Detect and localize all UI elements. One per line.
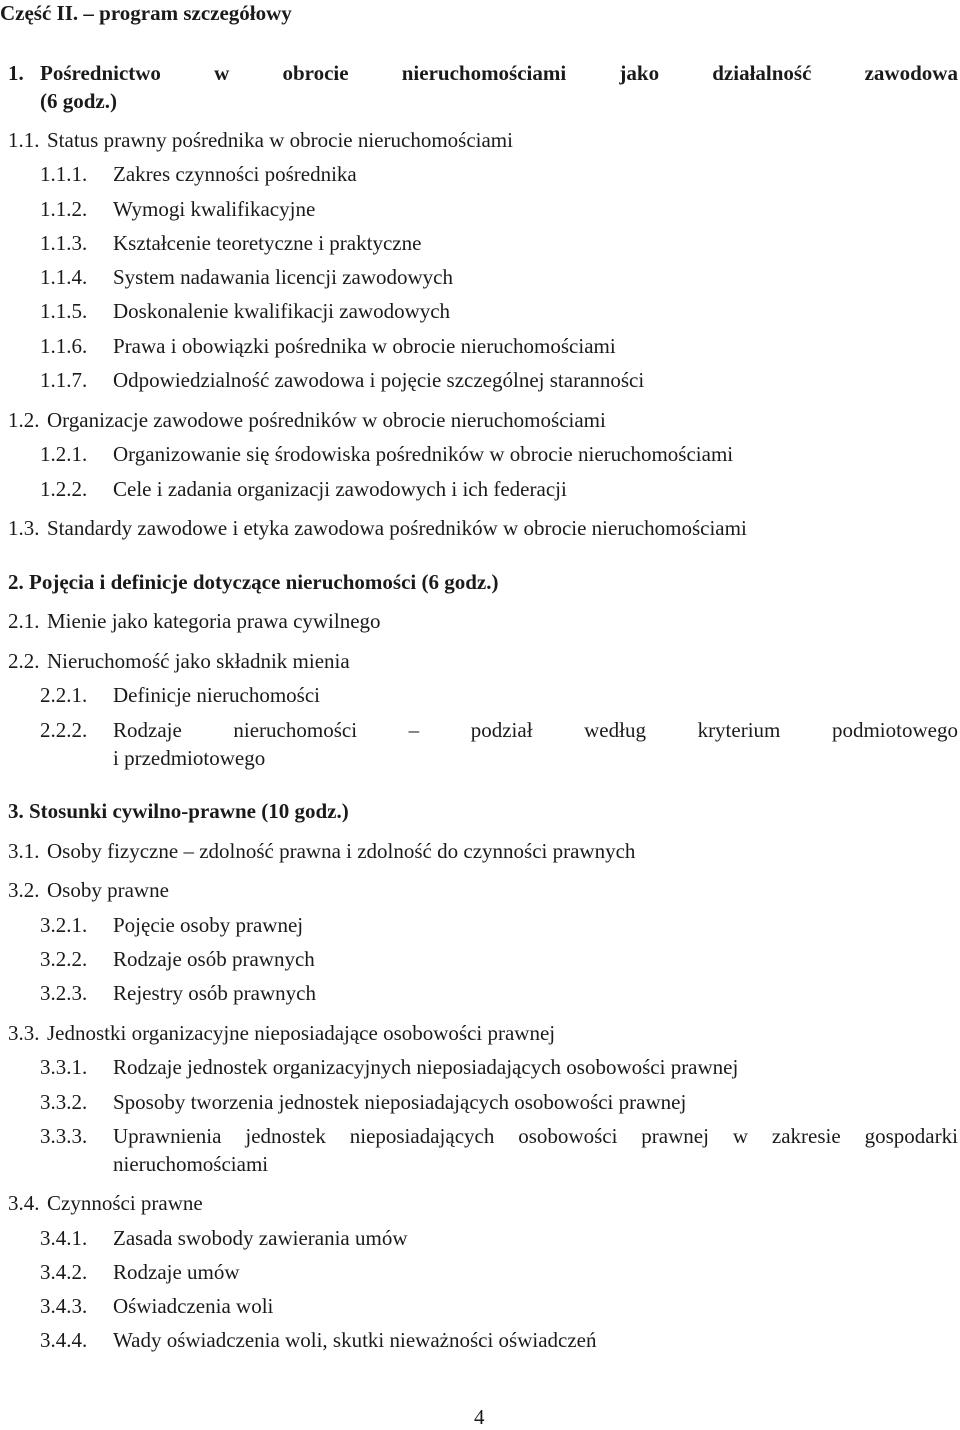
toc-item-text: Zasada swobody zawierania umów [113, 1226, 408, 1250]
toc-item-text: Zakres czynności pośrednika [113, 162, 357, 186]
toc-item-num: 1.1.6. [40, 334, 88, 358]
toc-item-text: Rodzaje umów [113, 1260, 240, 1284]
heading-word: działalność [712, 61, 812, 85]
text-word: nieposiadających [349, 1124, 495, 1148]
toc-item-text-justified [113, 1123, 958, 1149]
toc-item-num: 3.3.3. [40, 1124, 88, 1148]
toc-item-text: Cele i zadania organizacji zawodowych i ich federacji [113, 477, 567, 501]
toc-item-text: Sposoby tworzenia jednostek nieposiadających osobowości prawnej [113, 1090, 687, 1114]
toc-item-num: 2.2.2. [40, 718, 88, 742]
toc-item-text: Wady oświadczenia woli, skutki nieważności oświadczeń [113, 1328, 597, 1352]
text-word: osobowości [518, 1124, 618, 1148]
toc-item-num: 1.2.2. [40, 477, 88, 501]
toc-item-text: Rodzaje osób prawnych [113, 947, 315, 971]
text-word: w [732, 1124, 748, 1148]
toc-item-text: Odpowiedzialność zawodowa i pojęcie szczególnej staranności [113, 368, 645, 392]
text-word: jednostek [245, 1124, 326, 1148]
toc-item-num: 1.1.5. [40, 299, 88, 323]
text-word: – [408, 718, 420, 742]
toc-item-text: Doskonalenie kwalifikacji zawodowych [113, 299, 451, 323]
toc-item-text: Rejestry osób prawnych [113, 981, 316, 1005]
text-word: Uprawnienia [113, 1124, 222, 1148]
toc-item-num: 1.3. [8, 516, 40, 540]
heading-word: obrocie [282, 61, 349, 85]
heading-word: nieruchomościami [401, 61, 567, 85]
toc-item-num: 2.2.1. [40, 683, 88, 707]
toc-item-num: 3.4. [8, 1191, 40, 1215]
toc-item-num: 1.2. [8, 408, 40, 432]
toc-item-text: Jednostki organizacyjne nieposiadające osobowości prawnej [47, 1021, 556, 1045]
toc-item-text-justified [113, 717, 958, 743]
toc-item-num: 1.1. [8, 128, 40, 152]
text-word: Rodzaje [113, 718, 182, 742]
toc-item-text: Osoby fizyczne – zdolność prawna i zdolność do czynności prawnych [47, 839, 636, 863]
section-1-heading [40, 60, 958, 86]
toc-item-num: 3.3.2. [40, 1090, 88, 1114]
toc-item-num: 1.1.7. [40, 368, 88, 392]
heading-word: zawodowa [864, 61, 958, 85]
text-word: podmiotowego [831, 718, 958, 742]
toc-item-num: 3.4.4. [40, 1328, 88, 1352]
text-word: zakresie [771, 1124, 841, 1148]
toc-item-num: 1.1.4. [40, 265, 88, 289]
toc-item-num: 3.3. [8, 1021, 40, 1045]
toc-item-num: 1.1.2. [40, 197, 88, 221]
heading-word: jako [619, 61, 660, 85]
section-2-heading: 2. Pojęcia i definicje dotyczące nieruchomości (6 godz.) [8, 570, 499, 594]
text-word: podział [470, 718, 533, 742]
part-title: Część II. – program szczegółowy [0, 1, 292, 25]
text-word: nieruchomości [233, 718, 358, 742]
toc-item-num: 3.1. [8, 839, 40, 863]
toc-item-text: Rodzaje jednostek organizacyjnych nieposiadających osobowości prawnej [113, 1055, 739, 1079]
toc-item-text: Prawa i obowiązki pośrednika w obrocie nieruchomościami [113, 334, 616, 358]
heading-word: Pośrednictwo [40, 61, 161, 85]
page-number: 4 [474, 1405, 485, 1429]
toc-item-num: 3.2. [8, 878, 40, 902]
text-word: gospodarki [864, 1124, 958, 1148]
toc-item-num: 2.2. [8, 649, 40, 673]
toc-item-text: Wymogi kwalifikacyjne [113, 197, 316, 221]
toc-item-num: 3.4.3. [40, 1294, 88, 1318]
toc-item-text: Osoby prawne [47, 878, 169, 902]
toc-item-text-cont: i przedmiotowego [113, 746, 266, 770]
toc-item-text: Czynności prawne [47, 1191, 203, 1215]
toc-item-num: 3.4.2. [40, 1260, 88, 1284]
toc-item-text: Kształcenie teoretyczne i praktyczne [113, 231, 422, 255]
toc-item-text-cont: nieruchomościami [113, 1152, 269, 1176]
toc-item-text: System nadawania licencji zawodowych [113, 265, 453, 289]
toc-item-num: 1.1.1. [40, 162, 88, 186]
toc-item-text: Organizacje zawodowe pośredników w obrocie nieruchomościami [47, 408, 606, 432]
toc-item-text: Status prawny pośrednika w obrocie nieruchomościami [47, 128, 513, 152]
section-1-heading-cont: (6 godz.) [40, 89, 117, 113]
toc-item-text: Standardy zawodowe i etyka zawodowa pośredników w obrocie nieruchomościami [47, 516, 747, 540]
toc-item-num: 3.3.1. [40, 1055, 88, 1079]
section-3-heading: 3. Stosunki cywilno-prawne (10 godz.) [8, 799, 349, 823]
toc-item-text: Organizowanie się środowiska pośredników w obrocie nieruchomościami [113, 442, 734, 466]
toc-item-text: Definicje nieruchomości [113, 683, 321, 707]
toc-item-num: 1.1.3. [40, 231, 88, 255]
toc-item-text: Oświadczenia woli [113, 1294, 274, 1318]
heading-word: w [214, 61, 230, 85]
toc-item-num: 2.1. [8, 609, 40, 633]
section-1-number: 1. [8, 61, 24, 85]
toc-item-text: Mienie jako kategoria prawa cywilnego [47, 609, 381, 633]
toc-item-num: 3.2.1. [40, 913, 88, 937]
text-word: prawnej [641, 1124, 709, 1148]
toc-item-num: 3.2.3. [40, 981, 88, 1005]
text-word: kryterium [697, 718, 781, 742]
toc-item-num: 3.4.1. [40, 1226, 88, 1250]
toc-item-text: Nieruchomość jako składnik mienia [47, 649, 350, 673]
text-word: według [584, 718, 646, 742]
toc-item-num: 3.2.2. [40, 947, 88, 971]
toc-item-text: Pojęcie osoby prawnej [113, 913, 304, 937]
toc-item-num: 1.2.1. [40, 442, 88, 466]
